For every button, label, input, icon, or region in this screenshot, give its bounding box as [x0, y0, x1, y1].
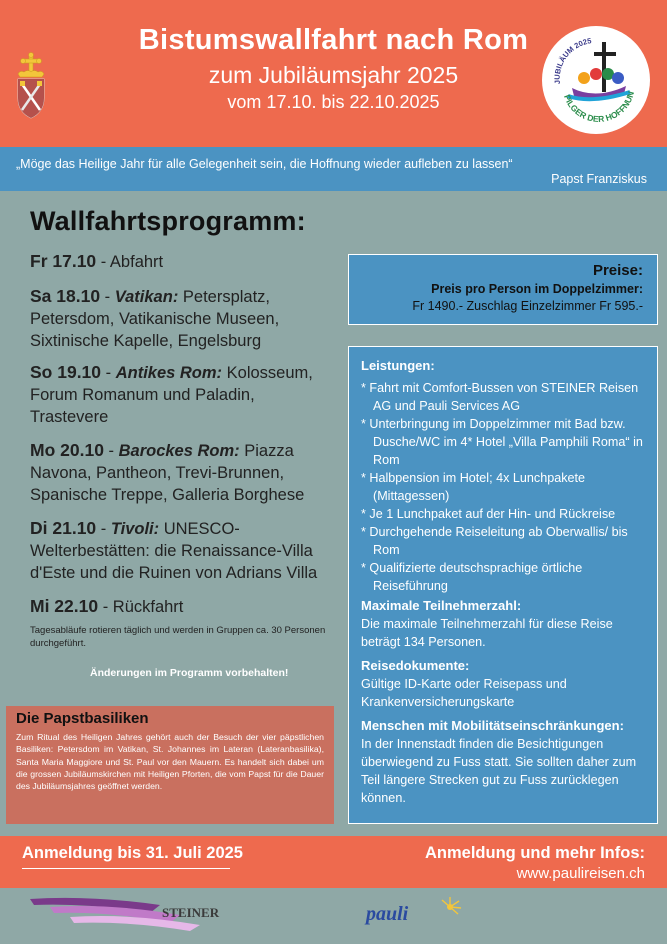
logo-bottom-text: PILGER DER HOFFNUN — [562, 90, 637, 124]
services-box — [348, 346, 658, 824]
day-text: Petersplatz, Petersdom, Vatikanische Museen, Sixtinische Kapelle, Engelsburg — [30, 288, 280, 350]
price-heading: Preise: — [592, 262, 643, 279]
travel-docs-text: Gültige ID-Karte oder Reisepass und Krankenversicherungskarte — [361, 677, 567, 709]
program-day — [30, 250, 335, 273]
list-item: * Durchgehende Reiseleitung ab Oberwallis/ bis Rom — [361, 525, 628, 557]
program-day — [30, 361, 335, 428]
day-text: Piazza Navona, Pantheon, Trevi-Brunnen, Spanische Treppe, Galleria Borghese — [30, 442, 305, 504]
list-item: * Qualifizierte deutschsprachige örtliche Reiseführung — [361, 561, 583, 593]
day-text: Kolosseum, Forum Romanum und Paladin, Trastevere — [30, 364, 313, 426]
page-subtitle: zum Jubiläumsjahr 2025 — [208, 62, 459, 88]
program-title: Wallfahrtsprogramm: — [30, 206, 306, 236]
day-text: Rückfahrt — [112, 598, 184, 616]
header-banner — [0, 0, 667, 147]
day-separator: - — [96, 520, 111, 538]
quote-author: Papst Franziskus — [551, 172, 647, 186]
day-separator: - — [101, 364, 116, 382]
max-participants-heading: Maximale Teilnehmerzahl: — [361, 598, 522, 613]
footer-divider — [22, 868, 230, 869]
jubilee-logo — [542, 26, 650, 134]
day-label: Fr 17.10 — [30, 251, 97, 271]
pauli-logo-text: pauli — [366, 903, 409, 925]
registration-deadline: Anmeldung bis 31. Juli 2025 — [22, 844, 243, 862]
steiner-logo-text: STEINER — [162, 905, 220, 920]
day-text: Abfahrt — [109, 253, 164, 271]
day-theme: Vatikan: — [114, 288, 179, 306]
steiner-logo-icon — [30, 893, 270, 938]
program-day — [30, 595, 335, 618]
max-participants-text: Die maximale Teilnehmerzahl für diese Reise beträgt 134 Personen. — [361, 617, 613, 649]
day-theme: Antikes Rom: — [115, 364, 223, 382]
mobility-text: In der Innenstadt finden die Besichtigungen überwiegend zu Fuss statt. Sie sollten daher zum Teil längere Strecken gut zu Fuss zurücklegen können. — [361, 737, 637, 805]
day-theme: Barockes Rom: — [118, 442, 240, 460]
day-theme: Tivoli: — [110, 520, 160, 538]
price-line-amount: Fr 1490.- Zuschlag Einzelzimmer Fr 595.- — [412, 299, 643, 313]
website-link[interactable]: www.paulireisen.ch — [516, 865, 645, 882]
logo-top-text: JUBILÄUM 2025 — [552, 36, 593, 85]
day-label: Mo 20.10 — [30, 440, 104, 460]
services-list — [361, 379, 647, 595]
day-label: Sa 18.10 — [30, 286, 101, 306]
list-item: * Halbpension im Hotel; 4x Lunchpakete (Mittagessen) — [361, 471, 586, 503]
day-separator: - — [96, 253, 110, 271]
day-label: So 19.10 — [30, 362, 102, 382]
papal-basilicas-title: Die Papstbasiliken — [16, 710, 149, 727]
papal-basilicas-box — [6, 706, 334, 824]
travel-docs-heading: Reisedokumente: — [361, 658, 470, 673]
day-separator: - — [100, 288, 115, 306]
pauli-logo-icon — [362, 893, 472, 938]
mobility-heading: Menschen mit Mobilitätseinschränkungen: — [361, 718, 624, 733]
day-text: UNESCO-Welterbestätten: die Renaissance-Villa d'Este und die Ruinen von Adrians Villa — [30, 520, 318, 582]
list-item: * Je 1 Lunchpaket auf der Hin- und Rückreise — [361, 507, 616, 521]
program-warning: Änderungen im Programm vorbehalten! — [90, 667, 289, 679]
day-separator: - — [103, 442, 119, 460]
page-title: Bistumswallfahrt nach Rom — [138, 24, 529, 56]
papal-basilicas-text: Zum Ritual des Heiligen Jahres gehört auch der Besuch der vier päpstlichen Basiliken: Petersdom im Vatikan, St. Johannes im Lateran (Lateranbasilika), Santa Maria Maggiore und St. Paul vor den Mauern. Es handelt sich dabei um die grossen Jubiläumskirchen mit Heiligen Pforten, die vom Papst für die Dauer des Jubiläumsjahres geöffnet werden. — [16, 732, 324, 792]
pope-quote: „Möge das Heilige Jahr für alle Gelegenheit sein, die Hoffnung wieder aufleben zu lassen“ — [16, 157, 513, 171]
trip-dates: vom 17.10. bis 22.10.2025 — [227, 92, 440, 112]
program-note: Tagesabläufe rotieren täglich und werden in Gruppen ca. 30 Personen durchgeführt. — [30, 625, 326, 649]
day-label: Di 21.10 — [30, 518, 97, 538]
registration-info: Anmeldung und mehr Infos: — [425, 844, 645, 862]
day-label: Mi 22.10 — [30, 596, 99, 616]
program-day — [30, 439, 335, 506]
day-separator: - — [98, 598, 113, 616]
price-box — [348, 254, 658, 325]
jubilee-logo-icon — [542, 26, 650, 134]
list-item: * Fahrt mit Comfort-Bussen von STEINER Reisen AG und Pauli Services AG — [361, 381, 639, 413]
quote-bar — [0, 147, 667, 191]
price-line-double: Preis pro Person im Doppelzimmer: — [431, 282, 643, 296]
footer-bar — [0, 836, 667, 888]
program-day — [30, 285, 335, 352]
services-heading: Leistungen: — [361, 358, 435, 373]
program-day — [30, 517, 335, 584]
list-item: * Unterbringung im Doppelzimmer mit Bad bzw. Dusche/WC im 4* Hotel „Villa Pamphili Roma“ in Rom — [361, 417, 643, 467]
